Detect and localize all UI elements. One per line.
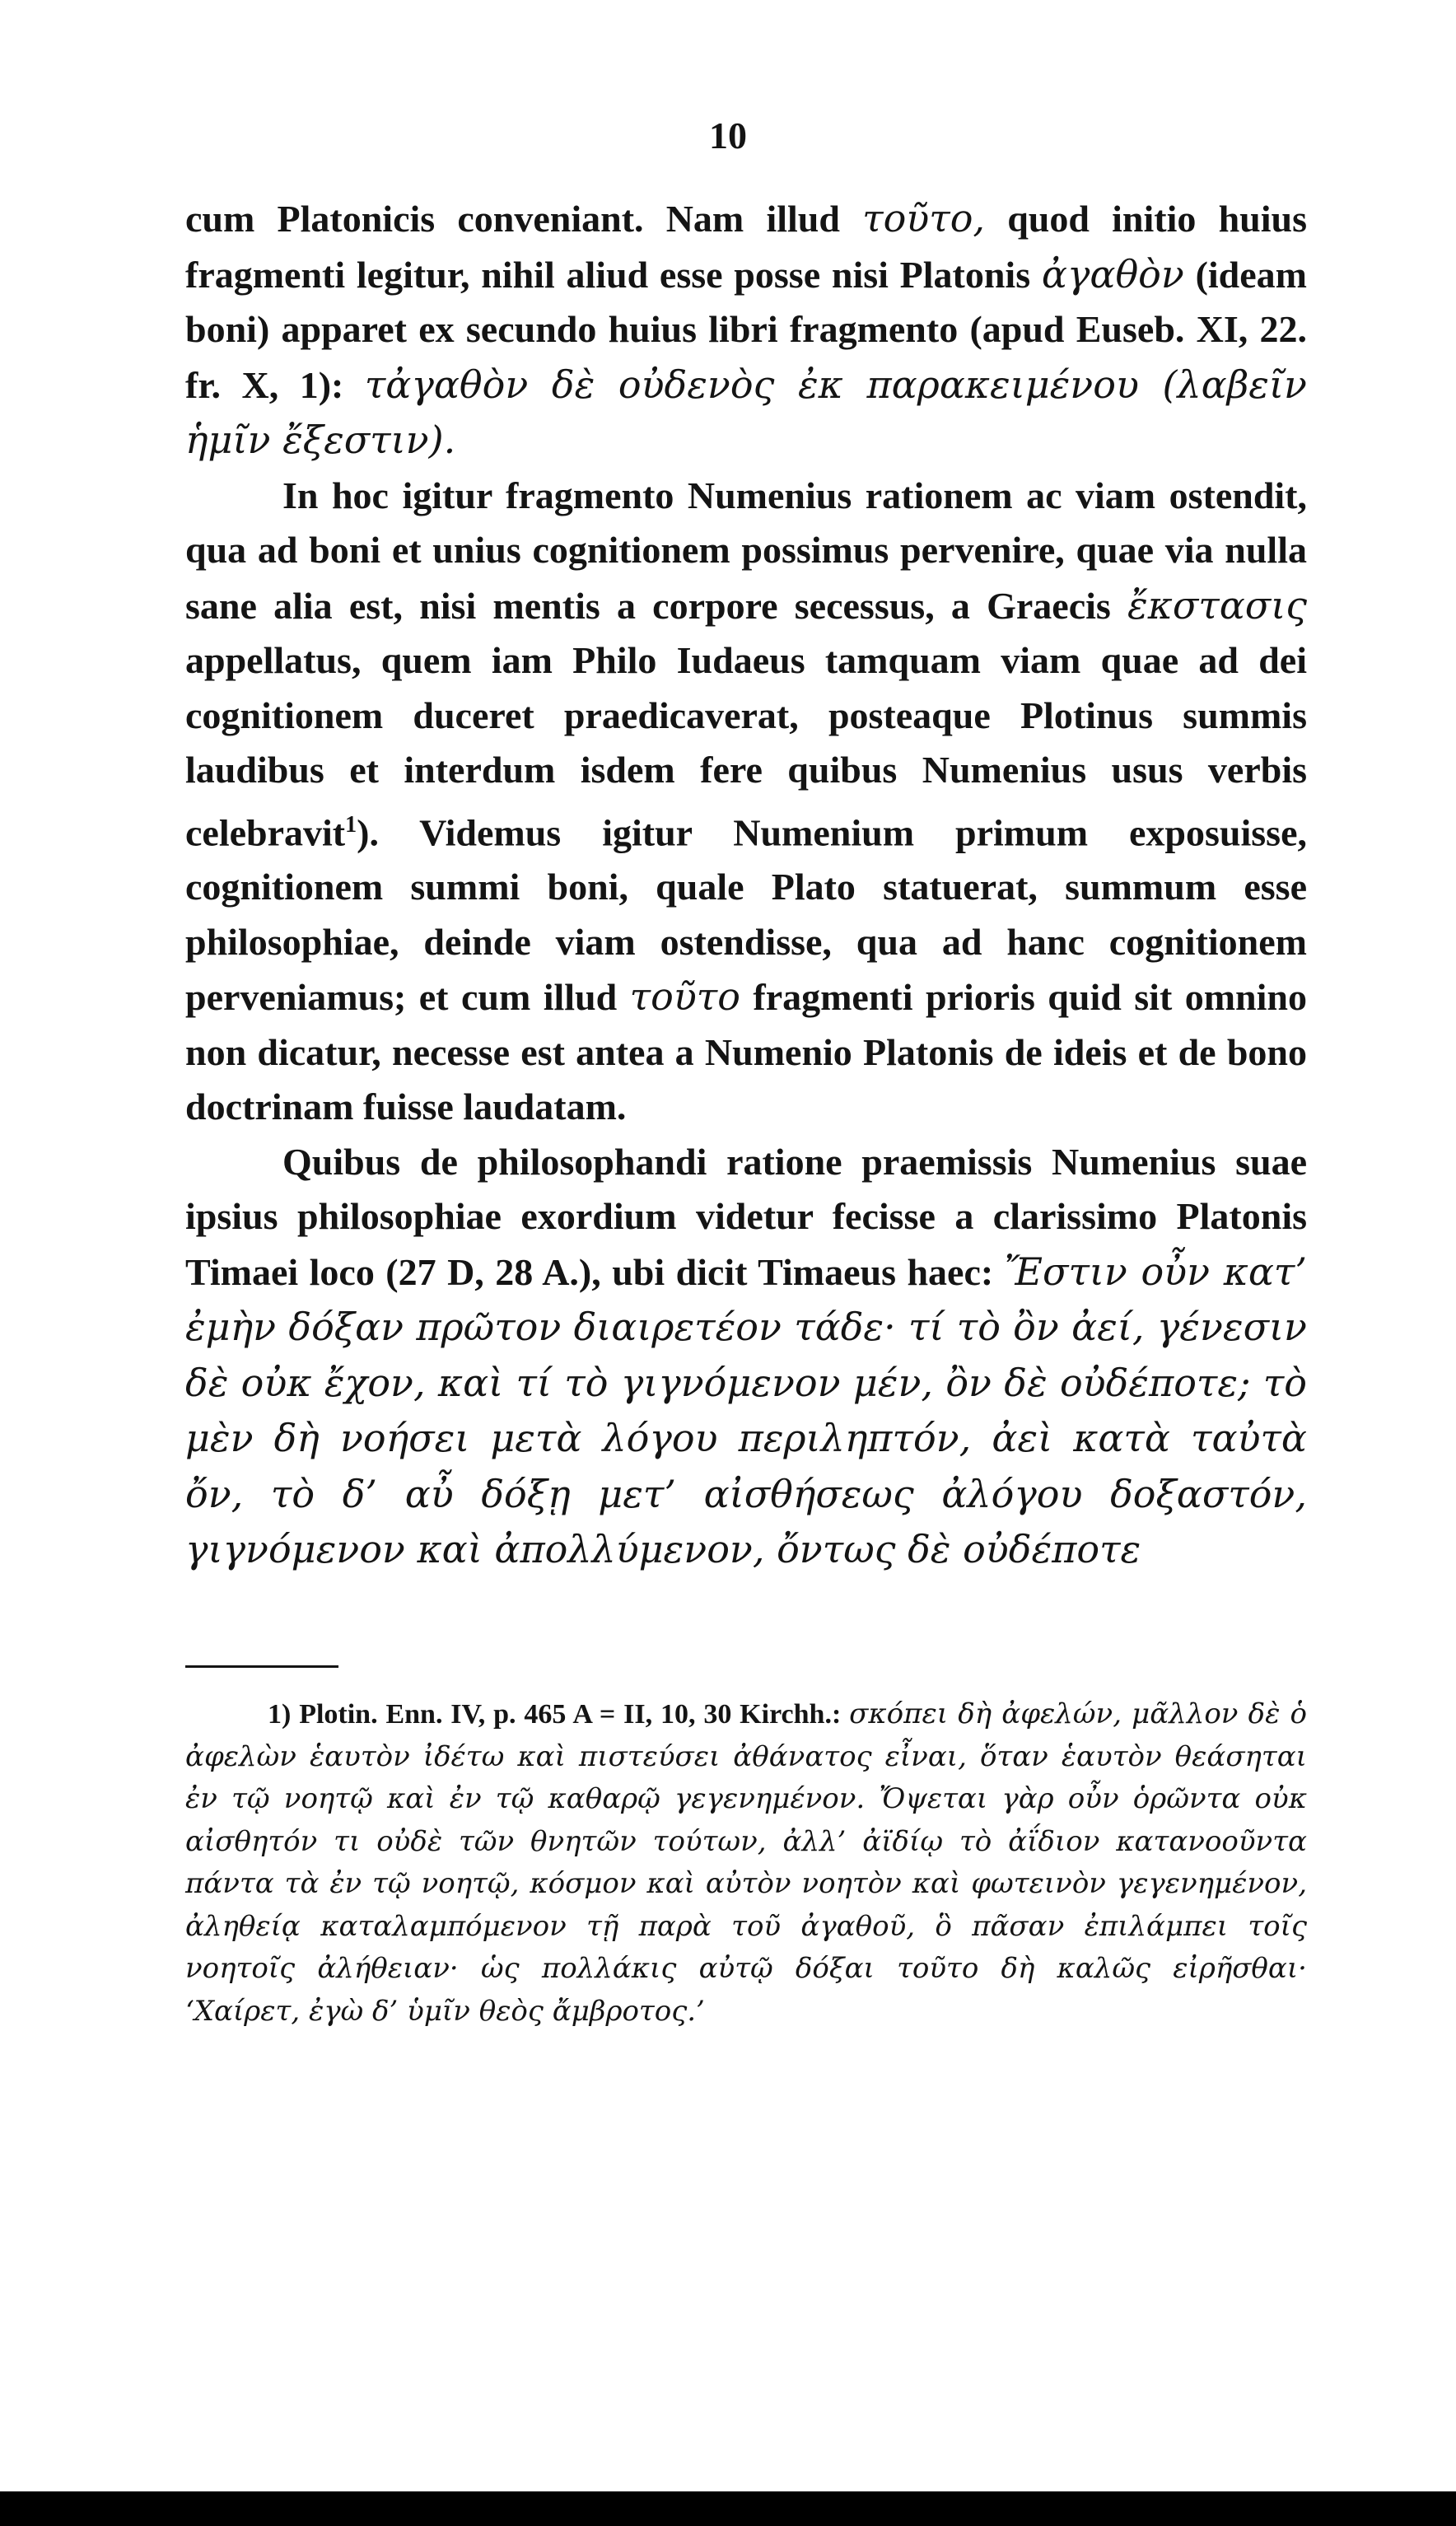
scan-bottom-border <box>0 2491 1456 2526</box>
footnote-citation: 1) Plotin. Enn. IV, p. 465 A = II, 10, 30 Kirchh.: <box>268 1699 850 1730</box>
p2-text-2: appellatus, quem iam Philo Iudaeus tamquam viam quae ad dei cognitionem duceret praedicaverat, posteaque Plotinus summis laudibus et interdum isdem fere quibus Numenius usus verbis celebravit <box>185 639 1307 853</box>
p1-text-1: cum Platonicis conveniant. Nam illud <box>185 198 863 240</box>
main-text <box>185 191 1307 1578</box>
p2-greek-ekstasis: ἔκστασις <box>1127 582 1307 628</box>
p1-text-2: quod initio huius fragmenti legitur, nihil aliud esse posse nisi Platonis <box>185 198 1307 296</box>
footnote-divider <box>185 1665 338 1668</box>
p3-greek-timaeus-quote: Ἔστιν οὖν κατ’ ἐμὴν δόξαν πρῶτον διαιρετέον τάδε· τί τὸ ὂν ἀεί, γένεσιν δὲ οὐκ ἔχον, καὶ τί τὸ γιγνόμενον μέν, ὂν δὲ οὐδέποτε; τὸ μὲν δὴ νοήσει μετὰ λόγου περιληπτόν, ἀεὶ κατὰ ταὐτὰ ὄν, τὸ δ’ αὖ δόξῃ μετ’ αἰσθήσεως ἀλόγου δοξαστόν, γιγνόμενον καὶ ἀπολλύμενον, ὄντως δὲ οὐδέποτε <box>185 1249 1307 1572</box>
page-number: 10 <box>709 114 747 156</box>
footnote-ref: 1 <box>345 811 357 838</box>
footnote-greek-quote: σκόπει δὴ ἀφελών, μᾶλλον δὲ ὁ ἀφελὼν ἑαυτὸν ἰδέτω καὶ πιστεύσει ἀθάνατος εἶναι, ὅταν ἑαυτὸν θεάσηται ἐν τῷ νοητῷ καὶ ἐν τῷ καθαρῷ γεγενημένον. Ὄψεται γὰρ οὖν ὁρῶντα οὐκ αἰσθητόν τι οὐδὲ τῶν θνητῶν τούτων, ἀλλ’ ἀϊδίῳ τὸ ἀΐδιον κατανοοῦντα πάντα τὰ ἐν τῷ νοητῷ, κόσμον καὶ αὐτὸν νοητὸν καὶ φωτεινὸν γεγενημένον, ἀληθείᾳ καταλαμπόμενον τῇ παρὰ τοῦ ἀγαθοῦ, ὃ πᾶσαν ἐπιλάμπει τοῖς νοητοῖς ἀλήθειαν· ὡς πολλάκις αὐτῷ δόξαι τοῦτο δὴ καλῶς εἰρῆσθαι· ‘Χαίρετ, ἐγὼ δ’ ὑμῖν θεὸς ἄμβροτος.’ <box>185 1697 1307 2028</box>
p2-text-4: fragmenti prioris quid sit omnino non dicatur, necesse est antea a Numenio Platonis de ideis et de bono doctrinam fuisse laudatam. <box>185 976 1307 1128</box>
p1-text-3: (ideam boni) apparet ex secundo huius libri fragmento (apud Euseb. XI, 22. fr. X, 1): <box>185 253 1308 406</box>
p1-greek-quote: τἀγαθὸν δὲ οὐδενὸς ἐκ παρακειμένου (λαβεῖν ἡμῖν ἔξεστιν). <box>185 362 1307 462</box>
p3-text-1: Quibus de philosophandi ratione praemissis Numenius suae ipsius philosophiae exordium videtur fecisse a clarissimo Platonis Timaei loco (27 D, 28 A.), ubi dicit Timaeus haec: <box>185 1140 1307 1293</box>
paragraph-1 <box>185 191 1307 469</box>
footnote <box>185 1693 1307 2033</box>
paragraph-2 <box>185 469 1307 1135</box>
paragraph-3 <box>185 1135 1307 1578</box>
p2-text-3: ). Videmus igitur Numenium primum exposuisse, cognitionem summi boni, quale Plato statuerat, summum esse philosophiae, deinde viam ostendisse, qua ad hanc cognitionem perveniamus; et cum illud <box>185 810 1307 1019</box>
p1-greek-agathon: ἀγαθὸν <box>1041 251 1184 296</box>
p2-greek-touto: τοῦτο <box>629 974 740 1020</box>
p2-text-1: In hoc igitur fragmento Numenius rationem ac viam ostendit, qua ad boni et unius cognitionem possimus pervenire, quae via nulla sane alia est, nisi mentis a corpore secessus, a Graecis <box>185 474 1307 627</box>
p1-greek-touto: τοῦτο, <box>862 196 986 240</box>
